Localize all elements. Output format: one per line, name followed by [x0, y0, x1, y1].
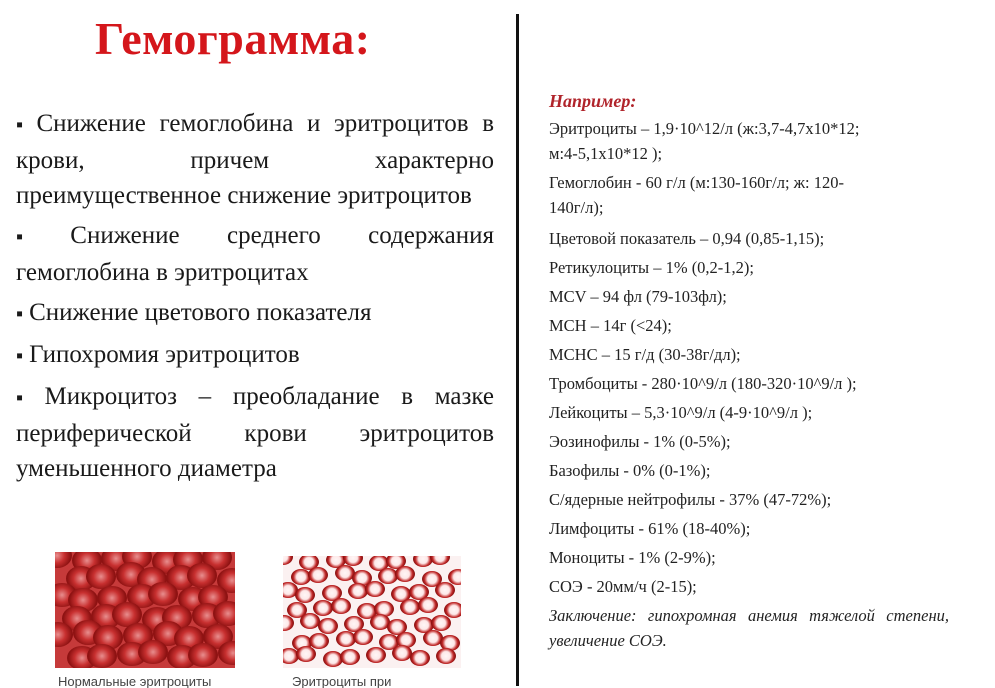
lab-value-line: Лимфоциты - 61% (18-40%);	[549, 519, 751, 538]
blood-cell	[365, 581, 385, 597]
blood-cell	[431, 615, 451, 631]
hgb-line	[549, 170, 949, 220]
blood-cell	[296, 646, 316, 662]
lab-value-line: Тромбоциты - 280·10^9/л (180-320·10^9/л );	[549, 374, 857, 393]
lab-value-line: СОЭ - 20мм/ч (2-15);	[549, 577, 697, 596]
findings-list	[16, 106, 494, 491]
blood-cell	[55, 552, 72, 568]
finding-item: ▪ Гипохромия эритроцитов	[16, 337, 494, 374]
lab-value-line: С/ядерные нейтрофилы - 37% (47-72%);	[549, 490, 832, 509]
blood-cell	[318, 618, 338, 634]
blood-cell	[138, 640, 168, 665]
blood-cell	[331, 598, 351, 614]
blood-cell	[418, 597, 438, 613]
rbc-line-part: Эритроциты – 1,9·10^12/л (ж:3,7-4,7х10*12;	[549, 119, 860, 138]
lab-value-line: Эозинофилы - 1% (0-5%);	[549, 432, 731, 451]
hgb-line-part: Гемоглобин - 60 г/л (м:130-160г/л; ж: 120-	[549, 173, 845, 192]
finding-item: ▪ Снижение гемоглобина и эритроцитов в крови, причем характерно преимущественное снижение эритроцитов	[16, 106, 494, 213]
blood-cell	[400, 599, 420, 615]
blood-cell	[295, 587, 315, 603]
blood-cell	[353, 629, 373, 645]
normal-image-caption: Нормальные эритроциты	[58, 674, 212, 688]
blood-cell	[436, 648, 456, 664]
rbc-line-part: м:4-5,1х10*12 );	[549, 144, 663, 163]
finding-item: ▪ Снижение цветового показателя	[16, 295, 494, 332]
finding-item: ▪ Снижение среднего содержания гемоглобина в эритроцитах	[16, 218, 494, 290]
example-header: Например:	[549, 91, 637, 111]
lab-value-line: Лейкоциты – 5,3·10^9/л (4-9·10^9/л );	[549, 403, 813, 422]
blood-cell	[340, 649, 360, 665]
lab-value-line: MCHC – 15 г/д (30-38г/дл);	[549, 345, 741, 364]
rbc-line	[549, 116, 949, 166]
blood-cell	[213, 601, 235, 626]
blood-cell	[395, 566, 415, 582]
finding-item: ▪ Микроцитоз – преобладание в мазке периферической крови эритроцитов уменьшенного диаметра	[16, 379, 494, 486]
example-panel	[549, 88, 949, 653]
lab-value-line: Ретикулоциты – 1% (0,2-1,2);	[549, 258, 755, 277]
page-title: Гемограмма:	[95, 13, 371, 64]
blood-cell	[148, 582, 178, 607]
normal-erythrocytes-image	[55, 552, 235, 668]
hypo-image-caption: Эритроциты при	[292, 674, 392, 688]
vertical-divider	[516, 14, 519, 686]
blood-cell	[366, 647, 386, 663]
hgb-line-part: 140г/л);	[549, 198, 604, 217]
lab-value-line: Моноциты - 1% (2-9%);	[549, 548, 716, 567]
lab-value-line: MCV – 94 фл (79-103фл);	[549, 287, 727, 306]
blood-cell	[283, 556, 293, 565]
lab-value-line: MCH – 14г (<24);	[549, 316, 672, 335]
blood-cell	[435, 582, 455, 598]
blood-cell	[410, 650, 430, 666]
blood-cell	[308, 567, 328, 583]
hypochromic-erythrocytes-image	[283, 556, 461, 668]
blood-cell	[430, 556, 450, 565]
lab-value-line: Базофилы - 0% (0-1%);	[549, 461, 711, 480]
blood-cell	[188, 643, 218, 668]
conclusion-text: Заключение: гипохромная анемия тяжелой степени, увеличение СОЭ.	[549, 606, 949, 650]
lab-value-line: Цветовой показатель – 0,94 (0,85-1,15);	[549, 229, 825, 248]
blood-cell	[87, 644, 117, 668]
